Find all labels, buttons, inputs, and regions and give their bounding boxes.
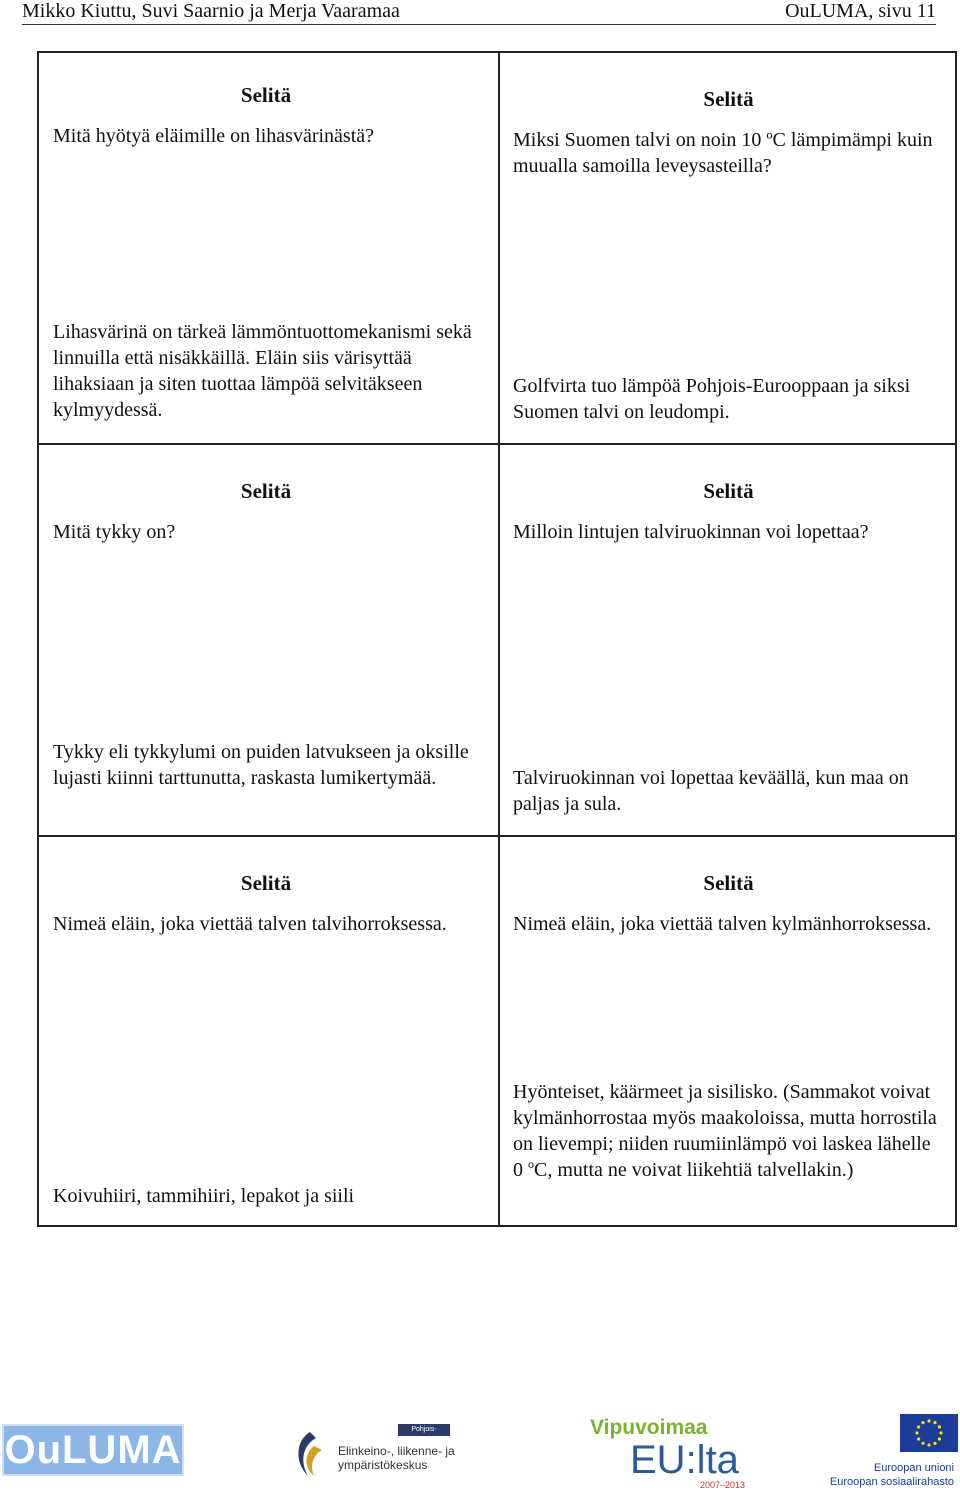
card-title: Selitä — [703, 479, 754, 503]
oluma-logo: OuLUMA — [2, 1424, 184, 1476]
header-page-number: OuLUMA, sivu 11 — [785, 0, 936, 22]
card-grid — [37, 51, 957, 1227]
card-title: Selitä — [240, 479, 292, 503]
eu-esf-logo — [829, 1414, 960, 1492]
card-4-answer-cell — [500, 765, 958, 825]
card-question: Mitä hyötyä eläimille on lihasvärinästä? — [53, 125, 375, 147]
card-3-answer-cell — [39, 739, 497, 823]
row-divider — [39, 835, 955, 837]
vipuvoimaa-text: Vipuvoimaa — [590, 1416, 708, 1439]
card-5 — [39, 871, 497, 1221]
card-question: Milloin lintujen talviruokinnan voi lopettaa? — [513, 521, 869, 543]
page-footer — [0, 1410, 960, 1494]
eu-union-text: Euroopan unioni — [873, 1462, 954, 1474]
card-6-answer-cell — [500, 1079, 958, 1219]
program-years: 2007–2013 — [700, 1480, 746, 1490]
eu-lta-text: EU:lta — [630, 1438, 739, 1482]
ely-swoosh-icon — [290, 1428, 330, 1480]
superscript-degree: o — [528, 1157, 534, 1171]
card-answer: Koivuhiiri, tammihiiri, lepakot ja siili — [53, 1185, 355, 1207]
card-answer: Lihasvärinä on tärkeä lämmöntuottomekanismi sekä linnuilla että nisäkkäillä. Eläin siis värisyttää lihaksiaan ja siten tuottaa lämpöä selvitäkseen kylmyydessä. — [53, 321, 472, 421]
card-answer: Talviruokinnan voi lopettaa keväällä, kun maa on paljas ja sula. — [513, 767, 909, 815]
card-title: Selitä — [240, 871, 292, 895]
card-1-answer-cell — [39, 319, 497, 429]
card-answer: Hyönteiset, käärmeet ja sisilisko. (Sammakot voivat kylmänhorrostaa myös maakoloissa, mutta horrostila on lievempi; niiden ruumiinlämpö voi laskea lähelle 0 $^o$C, mutta ne voivat liikehtiä talvellakin.) — [513, 1081, 937, 1181]
ely-name: Elinkeino-, liikenne- ja ympäristökeskus — [338, 1444, 455, 1472]
vipuvoimaa-eu-logo — [590, 1416, 760, 1492]
card-question: Nimeä eläin, joka viettää talven talvihorroksessa. — [53, 913, 447, 935]
page-header — [22, 0, 936, 25]
card-question: Nimeä eläin, joka viettää talven kylmänhorroksessa. — [513, 913, 932, 935]
card-answer: Golfvirta tuo lämpöä Pohjois-Eurooppaan ja siksi Suomen talvi on leudompi. — [513, 375, 911, 423]
card-title: Selitä — [240, 83, 292, 107]
card-question: Mitä tykky on? — [53, 521, 176, 543]
card-5-answer-cell — [39, 1183, 497, 1217]
esf-text: Euroopan sosiaalirahasto — [829, 1476, 954, 1488]
card-2-answer-cell — [500, 373, 958, 433]
card-answer: Tykky eli tykkylumi on puiden latvukseen ja oksille lujasti kiinni tarttunutta, raskasta lumikertymää. — [53, 741, 469, 789]
ely-centre-logo — [290, 1424, 465, 1484]
header-authors: Mikko Kiuttu, Suvi Saarnio ja Merja Vaaramaa — [22, 0, 400, 22]
card-question: Miksi Suomen talvi on noin 10 ºC lämpimämpi kuin muualla samoilla leveysasteilla? — [513, 129, 933, 177]
card-title: Selitä — [703, 871, 754, 895]
card-title: Selitä — [703, 87, 754, 111]
eu-flag-icon — [900, 1414, 958, 1452]
ely-region-tag: Pohjois-Pohjanmaa — [398, 1424, 450, 1436]
